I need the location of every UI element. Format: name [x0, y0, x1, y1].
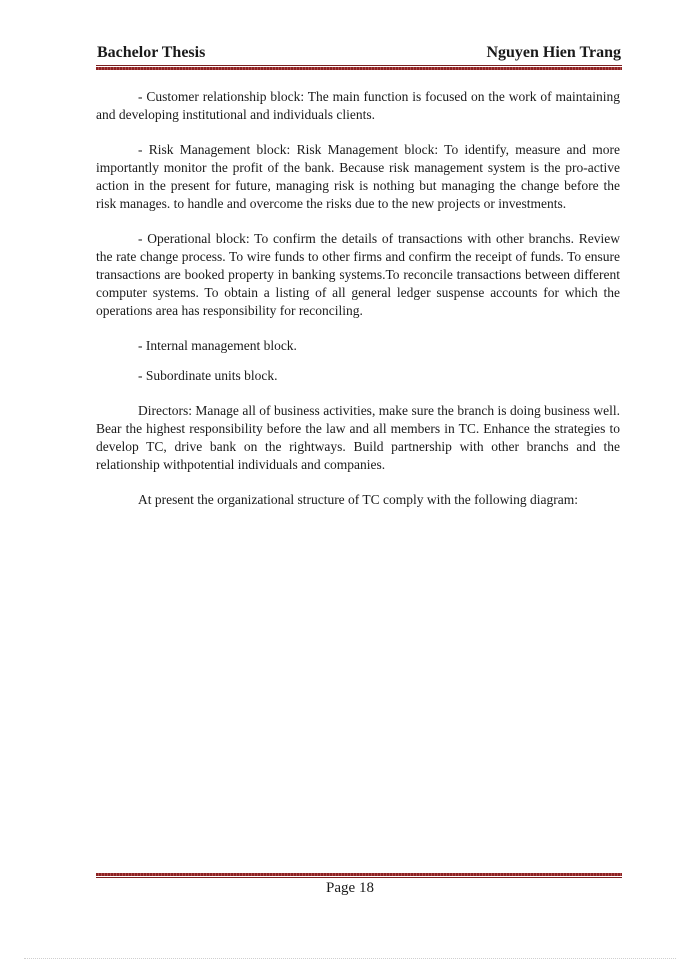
- paragraph-risk-management: - Risk Management block: Risk Management block: To identify, measure and more importantly monitor the profit of the bank. Because risk management system is the pro-active action in the present for future, managing risk is nothing but managing the change before the risk manages. to handle and overcome the risks due to the new projects or investments.: [96, 142, 620, 211]
- paragraph-internal-management: - Internal management block.: [138, 338, 297, 353]
- paragraph-customer-relationship: - Customer relationship block: The main function is focused on the work of maintaining and developing institutional and individuals clients.: [96, 89, 620, 122]
- page-number: Page 18: [326, 880, 374, 896]
- page-header: [97, 44, 621, 66]
- paragraph-operational-block: - Operational block: To confirm the details of transactions with other branchs. Review the rate change process. To wire funds to other firms and confirm the receipt of funds. To ensure transactions are booked property in banking systems.To reconcile transactions between different computer systems. To obtain a listing of all general ledger suspense accounts for which the operations area has responsibility for reconciling.: [96, 231, 620, 318]
- paragraph-directors: Directors: Manage all of business activities, make sure the branch is doing business well. Bear the highest responsibility before the law and all members in TC. Enhance the strategies to develop TC, drive bank on the rightways. Build partnership with other branchs and the relationship withpotential individuals and companies.: [96, 403, 620, 472]
- body-text: [96, 88, 620, 526]
- header-author: Nguyen Hien Trang: [486, 44, 621, 61]
- footer-divider: [96, 873, 622, 878]
- paragraph-subordinate-units: - Subordinate units block.: [138, 368, 278, 383]
- paragraph-organizational-structure: At present the organizational structure of TC comply with the following diagram:: [138, 492, 579, 507]
- header-title: Bachelor Thesis: [97, 44, 206, 61]
- header-divider: [96, 65, 622, 70]
